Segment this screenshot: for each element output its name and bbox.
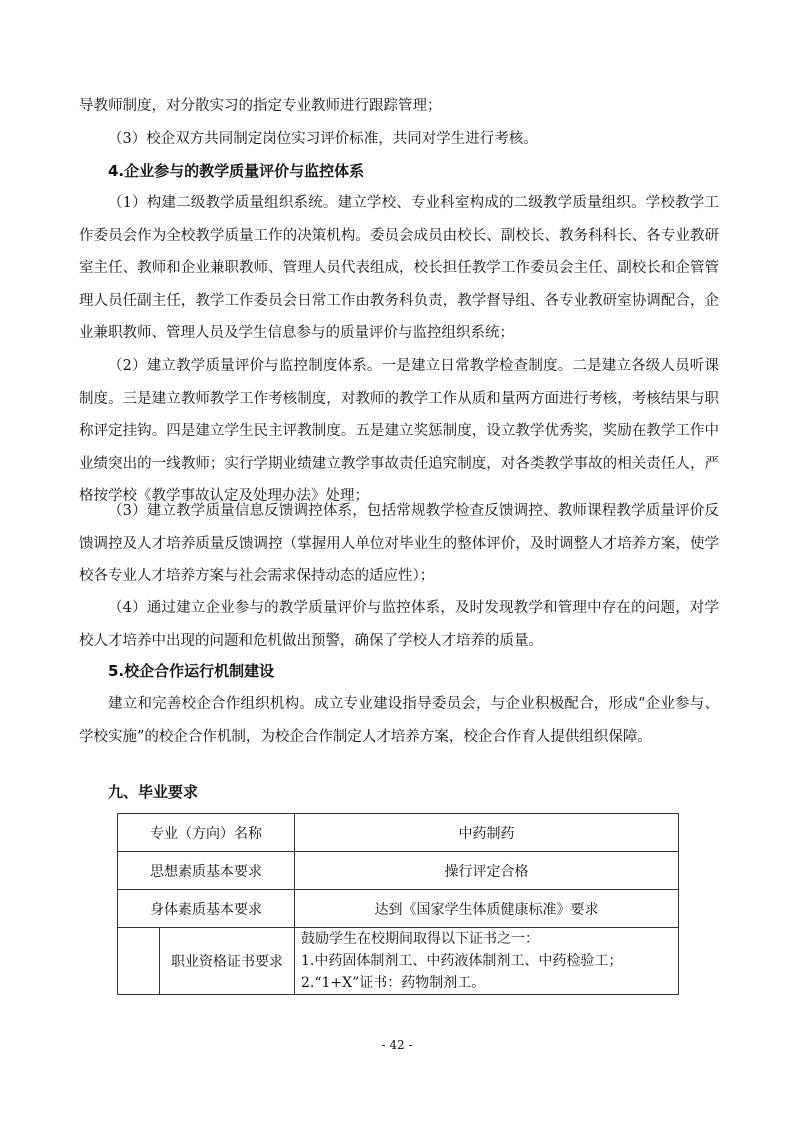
table-row xyxy=(118,852,679,890)
table-cell-label: 思想素质基本要求 xyxy=(118,852,295,890)
table-cell-value: 达到《国家学生体质健康标准》要求 xyxy=(295,890,679,928)
table-cell-label: 专业（方向）名称 xyxy=(118,814,295,852)
table-cell-certificate-list xyxy=(295,928,679,995)
certificate-line: 1.中药固体制剂工、中药液体制剂工、中药检验工； xyxy=(301,953,623,969)
table-cell-label: 身体素质基本要求 xyxy=(118,890,295,928)
table-row xyxy=(118,814,679,852)
paragraph-cooperation-organization: 建立和完善校企合作组织机构。成立专业建设指导委员会，与企业积极配合，形成“企业参与、学校实施”的校企合作机制，为校企合作制定人才培养方案，校企合作育人提供组织保障。 xyxy=(79,696,719,745)
certificate-line: 2.“1+X”证书：药物制剂工。 xyxy=(301,975,486,991)
table-cell-label: 职业资格证书要求 xyxy=(160,928,295,995)
page-number: - 42 - xyxy=(381,1038,413,1052)
heading-quality-system: 4.企业参与的教学质量评价与监控体系 xyxy=(108,162,365,180)
heading-graduation-requirements: 九、毕业要求 xyxy=(108,783,199,801)
table-cell-value: 中药制药 xyxy=(295,814,679,852)
paragraph-feedback-system: （3）建立教学质量信息反馈调控体系，包括常规教学检查反馈调控、教师课程教学质量评价反馈调控及人才培养质量反馈调控（掌握用人单位对毕业生的整体评价，及时调整人才培养方案，使学校各专业人才培养方案与社会需求保持动态的适应性）； xyxy=(79,503,719,584)
paragraph-quality-organization: （1）构建二级教学质量组织系统。建立学校、专业科室构成的二级教学质量组织。学校教学工作委员会作为全校教学质量工作的决策机构。委员会成员由校长、副校长、教务科科长、各专业教研室主任、教师和企业兼职教师、管理人员代表组成，校长担任教学工作委员会主任、副校长和企管管理人员任副主任，教学工作委员会日常工作由教务科负责，教学督导组、各专业教研室协调配合，企业兼职教师、管理人员及学生信息参与的质量评价与监控组织系统； xyxy=(79,195,719,341)
table-cell-value: 操行评定合格 xyxy=(295,852,679,890)
table-cell-empty xyxy=(118,928,160,995)
table-row xyxy=(118,890,679,928)
table-row xyxy=(118,928,679,995)
paragraph-early-warning: （4）通过建立企业参与的教学质量评价与监控体系，及时发现教学和管理中存在的问题，对学校人才培养中出现的问题和危机做出预警，确保了学校人才培养的质量。 xyxy=(79,600,719,649)
paragraph-quality-regulation: （2）建立教学质量评价与监控制度体系。一是建立日常教学检查制度。二是建立各级人员听课制度。三是建立教师教学工作考核制度，对教师的教学工作从质和量两方面进行考核，考核结果与职称评定挂钩。四是建立学生民主评教制度。五是建立奖惩制度，设立教学优秀奖，奖励在教学工作中业绩突出的一线教师；实行学期业绩建立教学事故责任追究制度，对各类教学事故的相关责任人，严格按学校《教学事故认定及处理办法》处理； xyxy=(79,358,719,504)
heading-cooperation-mechanism: 5.校企合作运行机制建设 xyxy=(108,662,275,680)
paragraph-evaluation-standard: （3）校企双方共同制定岗位实习评价标准，共同对学生进行考核。 xyxy=(108,131,538,147)
paragraph-tutor-system: 导教师制度，对分散实习的指定专业教师进行跟踪管理； xyxy=(79,98,442,114)
graduation-requirements-table xyxy=(117,813,679,995)
certificate-line: 鼓励学生在校期间取得以下证书之一： xyxy=(301,931,539,947)
